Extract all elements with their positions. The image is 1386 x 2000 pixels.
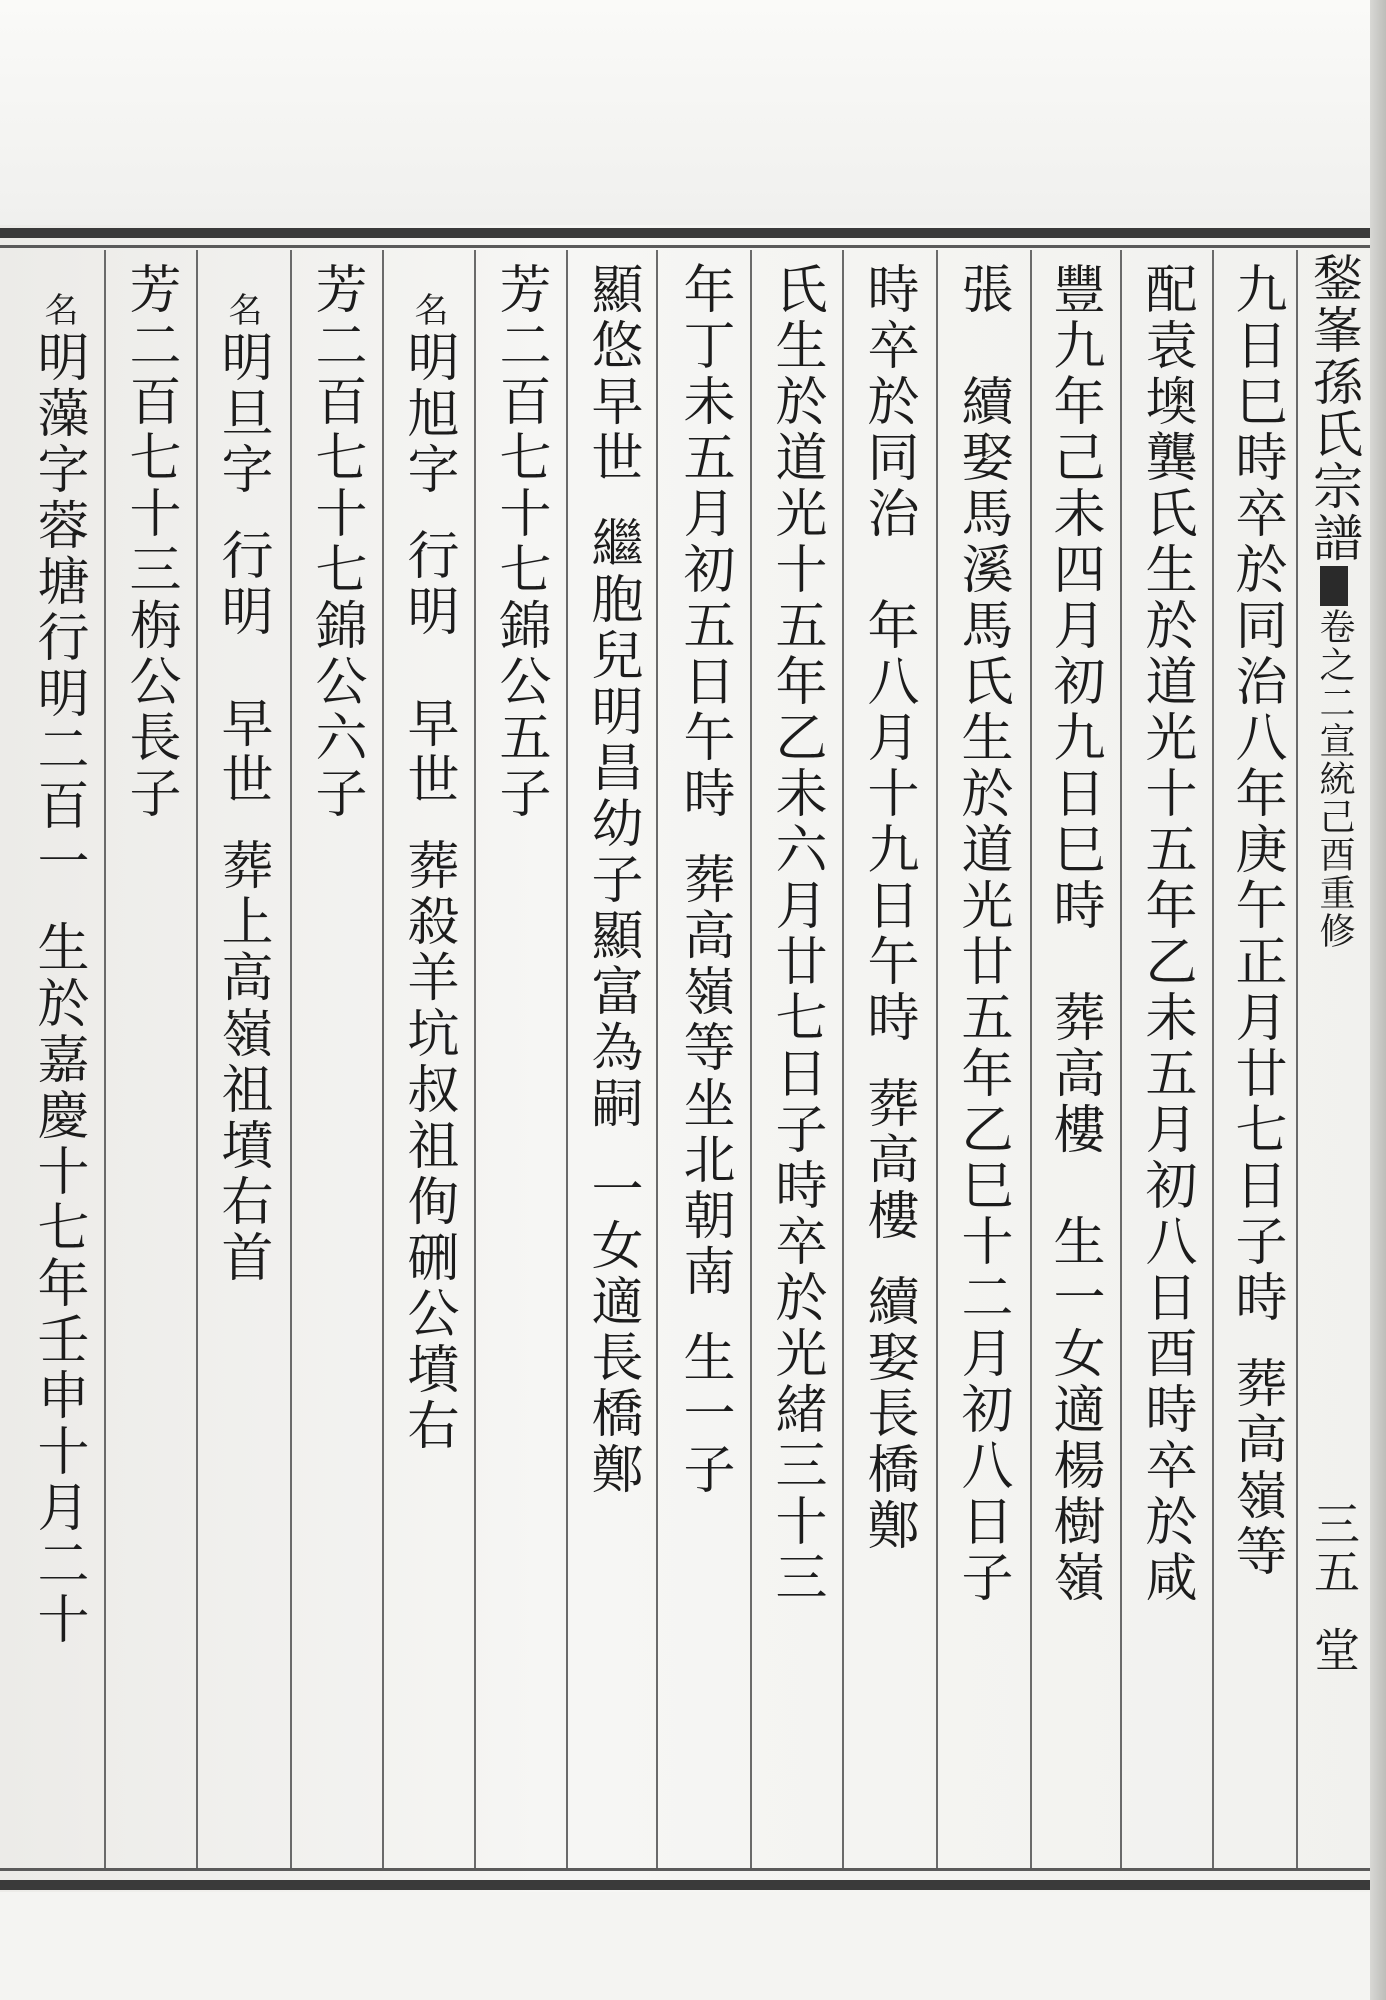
text-column-2 (1124, 262, 1208, 1862)
bottom-border-rule (0, 1880, 1386, 1890)
column-text: 張 (952, 262, 1012, 318)
column-rule (196, 250, 198, 1868)
column-rule (474, 250, 476, 1868)
column-text: 葬高樓 (1044, 990, 1104, 1158)
column-rule (104, 250, 106, 1868)
column-text: 明旭字 (398, 330, 458, 498)
text-column-14 (16, 262, 100, 1862)
column-text: 氏生於道光十五年乙未六月廿七日子時卒於光緒三十三 (766, 262, 826, 1606)
column-text: 名 (408, 292, 448, 330)
column-text: 明藻字蓉塘行明二百一 (28, 330, 88, 890)
column-text: 早世 (212, 696, 272, 808)
column-text: 續娶馬溪馬氏生於道光廿五年乙巳十二月初八日子 (952, 374, 1012, 1606)
column-rule (750, 250, 752, 1868)
hall-name: 堂 (1307, 1626, 1361, 1674)
column-text: 芳二百七十七錦公六子 (306, 262, 366, 822)
text-column-1 (1214, 262, 1298, 1862)
bottom-margin (0, 1892, 1386, 2000)
column-text: 葬上高嶺祖墳右首 (212, 838, 272, 1286)
column-text: 生一子 (674, 1330, 734, 1498)
text-column-8 (570, 262, 654, 1862)
column-text: 葬高嶺等坐北朝南 (674, 852, 734, 1300)
column-rule (290, 250, 292, 1868)
column-text: 豐九年己未四月初九日巳時 (1044, 262, 1104, 934)
column-text: 行明 (212, 528, 272, 640)
column-rule (1120, 250, 1122, 1868)
column-rule (382, 250, 384, 1868)
column-text: 九日巳時卒於同治八年庚午正月廿七日子時 (1226, 262, 1286, 1326)
column-rule (566, 250, 568, 1868)
column-rule (656, 250, 658, 1868)
column-text: 葬高嶺等 (1226, 1356, 1286, 1580)
column-text: 配袁墺龔氏生於道光十五年乙未五月初八日酉時卒於咸 (1136, 262, 1196, 1606)
fish-tail-mark (1320, 566, 1348, 606)
page-number: 三五 (1307, 1500, 1361, 1596)
text-column-7 (662, 262, 746, 1862)
column-text: 年八月十九日午時 (858, 598, 918, 1046)
text-column-9 (478, 262, 562, 1862)
edition-label: 宣統己酉重修 (1314, 722, 1355, 950)
top-border-rule (0, 228, 1386, 238)
text-column-10 (386, 262, 470, 1862)
page-spine-edge (1370, 0, 1386, 2000)
column-text: 生一女適楊樹嶺 (1044, 1214, 1104, 1606)
column-text: 生於嘉慶十七年壬申十月二十 (28, 920, 88, 1648)
text-column-13 (108, 262, 192, 1862)
column-rule (842, 250, 844, 1868)
column-rule (936, 250, 938, 1868)
top-margin (0, 0, 1386, 225)
column-text: 早世 (398, 696, 458, 808)
column-text: 時卒於同治 (858, 262, 918, 542)
column-text: 芳二百七十三栴公長子 (120, 262, 180, 822)
column-text: 葬高樓 (858, 1076, 918, 1244)
top-border-inner-rule (0, 245, 1386, 248)
text-column-6 (754, 262, 838, 1862)
column-text: 續娶長橋鄭 (858, 1274, 918, 1554)
column-text: 年丁未五月初五日午時 (674, 262, 734, 822)
text-column-5 (846, 262, 930, 1862)
text-column-12 (200, 262, 284, 1862)
column-text: 顯悠早世 (582, 262, 642, 486)
volume-label: 卷之二 (1314, 608, 1355, 722)
column-text: 名 (222, 292, 262, 330)
page-header-column (1300, 252, 1370, 1862)
column-text: 繼胞兒明昌幼子顯富為嗣 (582, 516, 642, 1132)
column-text: 明旦字 (212, 330, 272, 498)
text-column-4 (940, 262, 1024, 1862)
text-column-11 (294, 262, 378, 1862)
column-text: 芳二百七十七錦公五子 (490, 262, 550, 822)
bottom-border-inner-rule (0, 1868, 1386, 1871)
column-text: 一女適長橋鄭 (582, 1162, 642, 1498)
genealogy-title: 鍫峯孫氏宗譜 (1305, 252, 1363, 564)
text-column-3 (1032, 262, 1116, 1862)
column-text: 名 (38, 292, 78, 330)
column-text: 行明 (398, 528, 458, 640)
column-text: 葬殺羊坑叔祖侚硎公墳右 (398, 838, 458, 1454)
